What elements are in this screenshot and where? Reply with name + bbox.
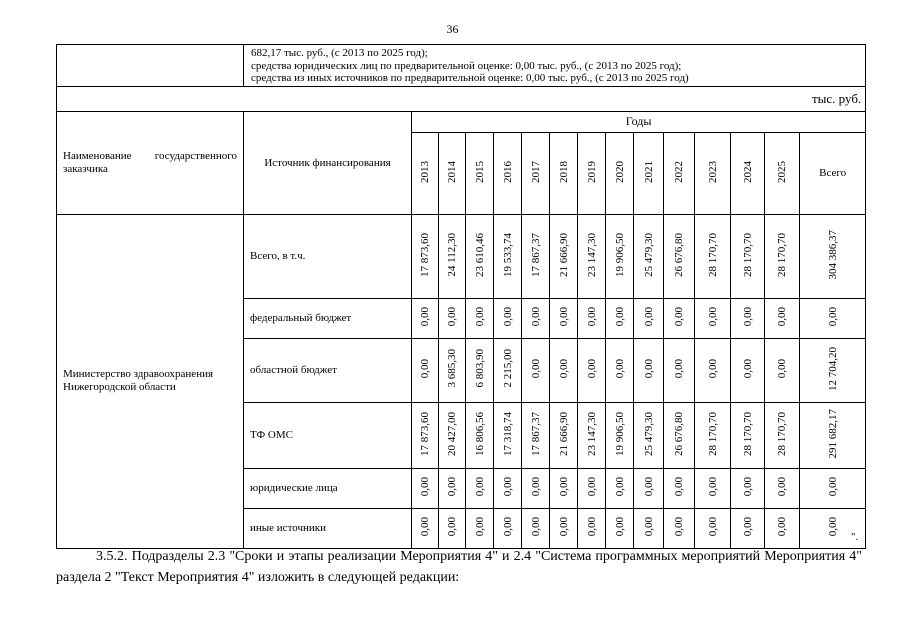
total-text: 291 682,17 <box>826 408 839 459</box>
value-cell <box>765 508 800 548</box>
value-text: 17 873,60 <box>419 232 431 277</box>
value-cell <box>439 214 466 298</box>
value-cell <box>731 402 765 468</box>
value-cell <box>494 508 522 548</box>
value-cell <box>550 402 578 468</box>
value-text: 0,00 <box>613 358 626 379</box>
value-cell <box>494 468 522 508</box>
value-text: 0,00 <box>419 358 431 379</box>
header-year-label: 2018 <box>557 160 570 183</box>
source-cell: Всего, в т.ч. <box>244 214 412 298</box>
value-text: 0,00 <box>501 476 514 497</box>
value-cell <box>550 298 578 338</box>
unit-label: тыс. руб. <box>57 86 866 111</box>
value-cell <box>439 508 466 548</box>
value-cell <box>765 338 800 402</box>
value-text: 0,00 <box>741 306 754 327</box>
value-cell <box>765 468 800 508</box>
total-text: 0,00 <box>826 476 839 497</box>
value-cell <box>494 338 522 402</box>
value-text: 0,00 <box>776 306 788 327</box>
value-cell <box>412 214 439 298</box>
value-text: 0,00 <box>613 306 626 327</box>
section-paragraph: 3.5.2. Подразделы 2.3 "Сроки и этапы реализации Мероприятия 4" и 2.4 "Система программных мероприятий Мероприятия 4" раздела 2 "Текст Мероприятия 4" изложить в следующей редакции: <box>56 549 862 585</box>
value-cell <box>466 298 494 338</box>
header-year-2018 <box>550 132 578 214</box>
value-text: 28 170,70 <box>706 411 719 456</box>
value-text: 28 170,70 <box>776 232 788 277</box>
header-source: Источник финансирования <box>244 111 412 214</box>
value-cell <box>494 214 522 298</box>
value-cell <box>439 468 466 508</box>
value-text: 0,00 <box>557 306 570 327</box>
value-text: 0,00 <box>585 306 598 327</box>
value-cell <box>466 338 494 402</box>
header-year-label: 2023 <box>706 160 719 183</box>
value-text: 0,00 <box>673 306 685 327</box>
value-cell <box>466 508 494 548</box>
header-year-2023 <box>695 132 731 214</box>
header-years-label: Годы <box>412 111 866 132</box>
value-text: 0,00 <box>501 306 514 327</box>
value-text: 20 427,00 <box>446 411 458 456</box>
value-text: 3 685,30 <box>446 349 458 388</box>
value-text: 0,00 <box>673 476 685 497</box>
value-cell <box>578 402 606 468</box>
value-cell <box>606 298 634 338</box>
customer-cell: Министерство здравоохранения Нижегородской области <box>57 214 244 548</box>
value-text: 21 666,90 <box>557 411 570 456</box>
value-text: 0,00 <box>557 516 570 537</box>
value-cell <box>634 402 664 468</box>
source-cell: областной бюджет <box>244 338 412 402</box>
header-year-2025 <box>765 132 800 214</box>
value-cell <box>695 402 731 468</box>
value-text: 0,00 <box>585 476 598 497</box>
value-cell <box>731 338 765 402</box>
header-year-label: 2016 <box>501 160 514 183</box>
value-cell <box>634 468 664 508</box>
closing-quote: ". <box>851 531 859 543</box>
header-year-2021 <box>634 132 664 214</box>
value-cell <box>765 214 800 298</box>
header-customer: Наименование государственного заказчика <box>57 111 244 214</box>
header-year-2014 <box>439 132 466 214</box>
value-cell <box>664 508 695 548</box>
financing-table <box>56 44 866 549</box>
intro-row <box>57 45 866 87</box>
value-text: 0,00 <box>446 306 458 327</box>
header-year-2016 <box>494 132 522 214</box>
total-cell <box>800 214 866 298</box>
value-cell <box>606 402 634 468</box>
value-cell <box>522 468 550 508</box>
value-text: 23 610,46 <box>473 232 486 277</box>
value-text: 0,00 <box>529 306 542 327</box>
table-row <box>57 214 866 298</box>
value-text: 0,00 <box>419 516 431 537</box>
value-cell <box>731 508 765 548</box>
value-cell <box>578 298 606 338</box>
value-cell <box>412 298 439 338</box>
value-cell <box>412 468 439 508</box>
value-cell <box>695 338 731 402</box>
value-text: 0,00 <box>741 516 754 537</box>
value-cell <box>578 468 606 508</box>
total-cell <box>800 338 866 402</box>
value-text: 0,00 <box>557 358 570 379</box>
source-cell: юридические лица <box>244 468 412 508</box>
header-total: Всего <box>800 132 866 214</box>
value-cell <box>765 298 800 338</box>
value-cell <box>695 214 731 298</box>
value-text: 0,00 <box>741 358 754 379</box>
intro-line: средства из иных источников по предварительной оценке: 0,00 тыс. руб., (с 2013 по 2025 год) <box>251 72 689 84</box>
table-body <box>57 214 866 548</box>
total-cell <box>800 298 866 338</box>
total-cell <box>800 468 866 508</box>
value-text: 0,00 <box>642 306 655 327</box>
value-text: 0,00 <box>706 516 719 537</box>
value-text: 0,00 <box>673 358 685 379</box>
value-cell <box>606 468 634 508</box>
value-cell <box>606 338 634 402</box>
value-text: 6 803,90 <box>473 349 486 388</box>
value-cell <box>731 298 765 338</box>
value-cell <box>522 508 550 548</box>
source-cell: федеральный бюджет <box>244 298 412 338</box>
value-text: 0,00 <box>776 476 788 497</box>
value-cell <box>664 468 695 508</box>
value-text: 26 676,80 <box>673 411 685 456</box>
value-text: 0,00 <box>419 476 431 497</box>
value-cell <box>494 402 522 468</box>
header-year-label: 2015 <box>473 160 486 183</box>
value-cell <box>578 338 606 402</box>
value-text: 0,00 <box>501 516 514 537</box>
value-text: 19 906,50 <box>613 232 626 277</box>
source-cell: ТФ ОМС <box>244 402 412 468</box>
value-cell <box>550 214 578 298</box>
value-text: 0,00 <box>419 306 431 327</box>
header-year-label: 2021 <box>642 160 655 183</box>
value-cell <box>606 508 634 548</box>
value-text: 17 867,37 <box>529 411 542 456</box>
value-cell <box>522 298 550 338</box>
value-text: 0,00 <box>473 476 486 497</box>
value-cell <box>550 468 578 508</box>
value-text: 0,00 <box>706 476 719 497</box>
value-cell <box>634 298 664 338</box>
value-text: 25 479,30 <box>642 411 655 456</box>
value-cell <box>522 402 550 468</box>
header-year-label: 2014 <box>446 160 458 183</box>
value-cell <box>466 468 494 508</box>
value-text: 19 533,74 <box>501 232 514 277</box>
header-year-label: 2024 <box>741 160 754 183</box>
value-cell <box>765 402 800 468</box>
value-text: 17 873,60 <box>419 411 431 456</box>
value-text: 0,00 <box>642 516 655 537</box>
value-cell <box>439 402 466 468</box>
value-text: 28 170,70 <box>741 232 754 277</box>
header-year-label: 2025 <box>776 160 788 183</box>
intro-empty-cell <box>57 45 244 87</box>
header-year-2019 <box>578 132 606 214</box>
value-text: 0,00 <box>741 476 754 497</box>
header-year-2013 <box>412 132 439 214</box>
value-cell <box>522 214 550 298</box>
value-cell <box>695 508 731 548</box>
value-text: 0,00 <box>776 516 788 537</box>
value-text: 0,00 <box>557 476 570 497</box>
value-text: 2 215,00 <box>501 349 514 388</box>
value-cell <box>466 402 494 468</box>
header-year-label: 2019 <box>585 160 598 183</box>
value-text: 26 676,80 <box>673 232 685 277</box>
value-cell <box>522 338 550 402</box>
value-text: 24 112,30 <box>446 232 458 277</box>
value-text: 0,00 <box>473 516 486 537</box>
value-cell <box>412 402 439 468</box>
value-text: 17 867,37 <box>529 232 542 277</box>
value-text: 19 906,50 <box>613 411 626 456</box>
value-text: 0,00 <box>529 516 542 537</box>
value-cell <box>695 468 731 508</box>
total-text: 12 704,20 <box>826 346 839 391</box>
value-cell <box>634 508 664 548</box>
total-text: 0,00 <box>826 516 839 537</box>
value-cell <box>550 508 578 548</box>
value-text: 0,00 <box>473 306 486 327</box>
header-year-2020 <box>606 132 634 214</box>
value-cell <box>634 214 664 298</box>
page-number: 36 <box>446 22 459 36</box>
value-cell <box>578 214 606 298</box>
header-year-2015 <box>466 132 494 214</box>
value-cell <box>664 298 695 338</box>
header-row-1 <box>57 111 866 132</box>
value-cell <box>412 508 439 548</box>
intro-text-cell <box>244 45 866 87</box>
value-text: 28 170,70 <box>706 232 719 277</box>
value-text: 0,00 <box>673 516 685 537</box>
header-year-2024 <box>731 132 765 214</box>
value-cell <box>664 338 695 402</box>
value-text: 0,00 <box>585 358 598 379</box>
total-cell <box>800 402 866 468</box>
value-text: 0,00 <box>776 358 788 379</box>
value-cell <box>578 508 606 548</box>
value-cell <box>439 298 466 338</box>
value-cell <box>664 214 695 298</box>
total-text: 0,00 <box>826 306 839 327</box>
header-year-label: 2013 <box>419 160 431 183</box>
header-year-label: 2020 <box>613 160 626 183</box>
value-text: 0,00 <box>446 476 458 497</box>
value-text: 0,00 <box>642 358 655 379</box>
header-year-2017 <box>522 132 550 214</box>
value-cell <box>494 298 522 338</box>
value-text: 23 147,30 <box>585 411 598 456</box>
value-text: 0,00 <box>642 476 655 497</box>
header-year-label: 2022 <box>673 160 685 183</box>
source-cell: иные источники <box>244 508 412 548</box>
value-text: 21 666,90 <box>557 232 570 277</box>
value-text: 25 479,30 <box>642 232 655 277</box>
value-text: 0,00 <box>529 358 542 379</box>
value-cell <box>466 214 494 298</box>
value-text: 16 806,56 <box>473 411 486 456</box>
value-text: 0,00 <box>446 516 458 537</box>
value-cell <box>550 338 578 402</box>
value-cell <box>606 214 634 298</box>
value-cell <box>731 468 765 508</box>
intro-line: средства юридических лиц по предварительной оценке: 0,00 тыс. руб., (с 2013 по 2025 год); <box>251 59 682 72</box>
header-year-2022 <box>664 132 695 214</box>
value-cell <box>634 338 664 402</box>
value-cell <box>439 338 466 402</box>
value-cell <box>412 338 439 402</box>
value-text: 0,00 <box>585 516 598 537</box>
unit-row <box>57 86 866 111</box>
value-text: 23 147,30 <box>585 232 598 277</box>
value-text: 0,00 <box>706 306 719 327</box>
value-text: 28 170,70 <box>741 411 754 456</box>
intro-line: 682,17 тыс. руб., (с 2013 по 2025 год); <box>251 47 428 59</box>
header-year-label: 2017 <box>529 160 542 183</box>
value-text: 17 318,74 <box>501 411 514 456</box>
value-cell <box>695 298 731 338</box>
value-text: 28 170,70 <box>776 411 788 456</box>
value-text: 0,00 <box>706 358 719 379</box>
value-text: 0,00 <box>613 476 626 497</box>
value-cell <box>664 402 695 468</box>
total-text: 304 386,37 <box>826 229 839 280</box>
value-text: 0,00 <box>613 516 626 537</box>
value-cell <box>731 214 765 298</box>
value-text: 0,00 <box>529 476 542 497</box>
